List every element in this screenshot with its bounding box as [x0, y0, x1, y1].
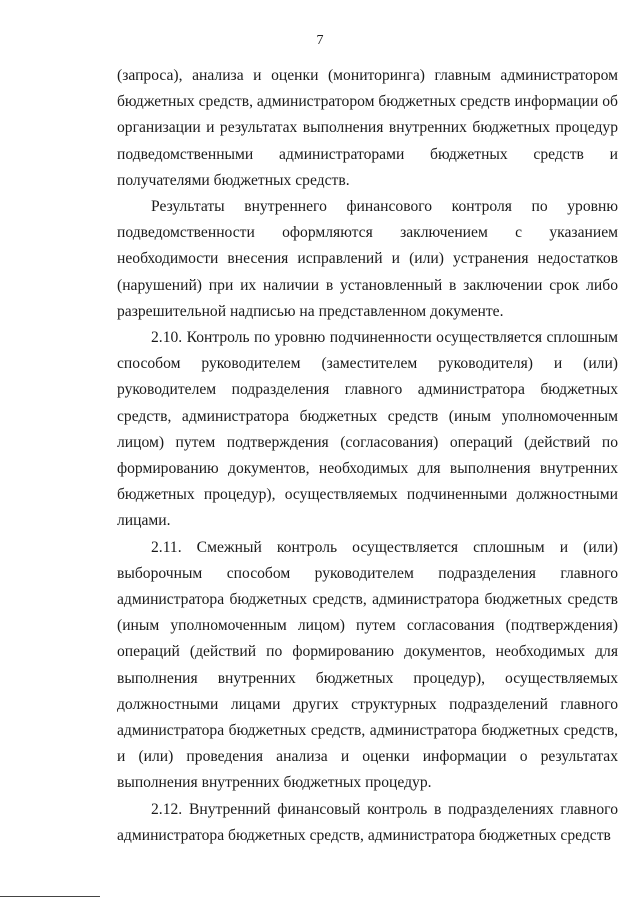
paragraph-2-10: 2.10. Контроль по уровню подчиненности осуществляется сплошным способом руководителем (заместителем руководителя) и (или) руководителем подразделения главного администратора бюджетных средств, администратора бюджетных средств (иным уполномоченным лицом) путем подтверждения (согласования) операций (действий по формированию документов, необходимых для выполнения внутренних бюджетных процедур), осуществляемых подчиненными должностными лицами.: [117, 329, 618, 530]
document-body: [117, 63, 618, 849]
paragraph-continuation: (запроса), анализа и оценки (мониторинга) главным администратором бюджетных средств, администратором бюджетных средств информации об организации и результатах выполнения внутренних бюджетных процедур подведомственными администраторами бюджетных средств и получателями бюджетных средств.: [117, 67, 618, 189]
page-number: 7: [316, 33, 324, 48]
paragraph-results: Результаты внутреннего финансового контроля по уровню подведомственности оформляются заключением с указанием необходимости внесения исправлений и (или) устранения недостатков (нарушений) при их наличии в установленный в заключении срок либо разрешительной надписью на представленном документе.: [117, 198, 618, 320]
footer-rule: [0, 896, 100, 897]
paragraph-2-11: 2.11. Смежный контроль осуществляется сплошным и (или) выборочным способом руководителем подразделения главного администратора бюджетных средств, администратора бюджетных средств (иным уполномоченным лицом) путем согласования (подтверждения) операций (действий по формированию документов, необходимых для выполнения внутренних бюджетных процедур), осуществляемых должностными лицами других структурных подразделений главного администратора бюджетных средств, администратора бюджетных средств, и (или) проведения анализа и оценки информации о результатах выполнения внутренних бюджетных процедур.: [117, 538, 618, 792]
paragraph-2-12: 2.12. Внутренний финансовый контроль в подразделениях главного администратора бюджетных средств, администратора бюджетных средств: [117, 800, 618, 844]
